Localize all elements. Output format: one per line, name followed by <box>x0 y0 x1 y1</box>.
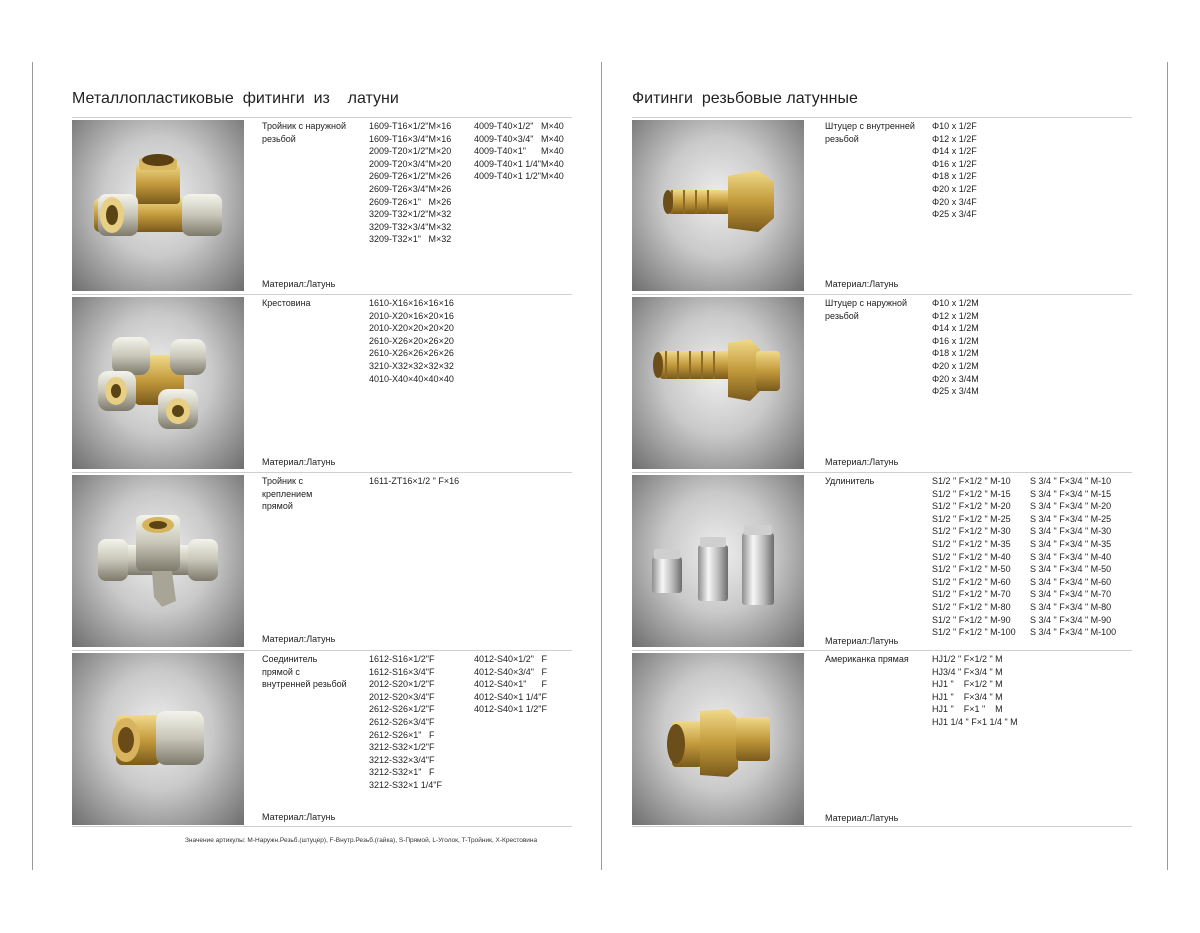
article-code: HJ1/2 " F×1/2 " M <box>932 654 1003 664</box>
article-code: S 3/4 " F×3/4 " M-10 <box>1030 476 1112 486</box>
material-label: Материал:Латунь <box>262 812 336 822</box>
article-code: Φ14 x 1/2F <box>932 146 977 157</box>
product-row-union <box>632 650 1132 827</box>
article-code: HJ1 1/4 " F×1 1/4 " M <box>932 716 1018 727</box>
article-code: 2610-X26×20×26×20 <box>369 335 454 346</box>
article-code: S 3/4 " F×3/4 " M-40 <box>1030 551 1112 562</box>
material-label: Материал:Латунь <box>262 457 336 467</box>
article-code: 3209-T32×3/4"M×32 <box>369 221 452 232</box>
article-list-1 <box>369 653 442 792</box>
product-name: Крестовина <box>262 298 311 308</box>
article-code: HJ1 " F×3/4 " M <box>932 691 1003 702</box>
article-code: S1/2 " F×1/2 " M-35 <box>932 538 1011 549</box>
article-code: 2010-X20×20×20×20 <box>369 323 454 334</box>
article-code: 1610-X16×16×16×16 <box>369 298 454 308</box>
article-code: 4012-S40×1/2" F <box>474 654 547 664</box>
article-code: S 3/4 " F×3/4 " M-50 <box>1030 564 1112 575</box>
product-photo <box>632 653 804 825</box>
article-code: Φ14 x 1/2M <box>932 323 979 334</box>
product-name: Тройник с креплением прямой <box>262 476 313 512</box>
article-code: S1/2 " F×1/2 " M-50 <box>932 564 1011 575</box>
article-code: S 3/4 " F×3/4 " M-15 <box>1030 488 1112 499</box>
product-photo <box>632 297 804 469</box>
article-code: 4012-S40×1 1/4"F <box>474 691 547 702</box>
material-label: Материал:Латунь <box>825 279 899 289</box>
article-code: 2612-S26×3/4"F <box>369 716 435 727</box>
article-code: S 3/4 " F×3/4 " M-80 <box>1030 601 1112 612</box>
article-code: S1/2 " F×1/2 " M-60 <box>932 576 1011 587</box>
article-code: 3212-S32×3/4"F <box>369 754 435 765</box>
article-code: 2609-T26×1/2"M×26 <box>369 171 452 182</box>
material-label: Материал:Латунь <box>262 279 336 289</box>
article-code: S 3/4 " F×3/4 " M-100 <box>1030 627 1117 638</box>
article-code: S1/2 " F×1/2 " M-20 <box>932 501 1011 512</box>
article-code: Φ20 x 3/4M <box>932 373 979 384</box>
article-code: Φ10 x 1/2F <box>932 121 977 131</box>
article-code: 1612-S16×1/2"F <box>369 654 435 664</box>
article-code: S 3/4 " F×3/4 " M-25 <box>1030 513 1112 524</box>
article-code: 2609-T26×3/4"M×26 <box>369 183 452 194</box>
left-bottom-rule <box>72 826 572 827</box>
article-code: 1612-S16×3/4"F <box>369 666 435 677</box>
article-footnote: Значение артикулы: М-Наружн.Резьб.(штуцер), F-Внутр.Резьб.(гайка), S-Прямой, L-Уголок, T-Тройник, X-Крестовина <box>185 837 538 844</box>
product-photo <box>72 653 244 825</box>
article-code: 1609-T16×1/2"M×16 <box>369 121 452 131</box>
product-row-tee-male <box>72 117 572 295</box>
article-code: S1/2 " F×1/2 " M-70 <box>932 589 1011 600</box>
article-code: S1/2 " F×1/2 " M-15 <box>932 488 1011 499</box>
material-label: Материал:Латунь <box>262 634 336 644</box>
article-code: 4009-T40×1 1/2"M×40 <box>474 171 564 182</box>
size-list-1 <box>932 297 979 398</box>
article-code: S1/2 " F×1/2 " M-100 <box>932 627 1016 638</box>
article-code: 3209-T32×1" M×32 <box>369 234 452 245</box>
material-label: Материал:Латунь <box>825 636 899 646</box>
article-list-1 <box>369 475 459 488</box>
size-list-1 <box>932 120 977 221</box>
product-row-connector-female <box>72 650 572 827</box>
article-list-2 <box>474 120 564 183</box>
product-name: Тройник с наружной резьбой <box>262 121 346 144</box>
article-code: S 3/4 " F×3/4 " M-60 <box>1030 576 1112 587</box>
product-name: Американка прямая <box>825 654 909 664</box>
article-code: Φ18 x 1/2F <box>932 171 977 182</box>
article-code: Φ12 x 1/2M <box>932 310 979 321</box>
article-list-1 <box>369 120 451 246</box>
article-code: Φ10 x 1/2M <box>932 298 979 308</box>
article-code: HJ1 " F×1 " M <box>932 704 1003 715</box>
article-code: S 3/4 " F×3/4 " M-30 <box>1030 526 1112 537</box>
article-code: S1/2 " F×1/2 " M-25 <box>932 513 1011 524</box>
article-code: 3209-T32×1/2"M×32 <box>369 209 452 220</box>
size-list-1 <box>932 475 1016 639</box>
article-code: S 3/4 " F×3/4 " M-90 <box>1030 614 1112 625</box>
article-code: Φ25 x 3/4F <box>932 209 977 220</box>
article-code: Φ20 x 1/2F <box>932 183 977 194</box>
article-code: Φ18 x 1/2M <box>932 348 979 359</box>
center-fold-line <box>601 62 602 870</box>
product-name: Штуцер с наружной резьбой <box>825 298 908 321</box>
article-code: 3212-S32×1/2"F <box>369 742 435 753</box>
left-page-title: Металлопластиковые фитинги из латуни <box>72 90 399 107</box>
product-photo <box>72 475 244 647</box>
article-code: 2010-X20×16×20×16 <box>369 310 454 321</box>
product-row-barb-female <box>632 117 1132 295</box>
product-photo <box>632 120 804 291</box>
article-code: 2610-X26×26×26×26 <box>369 348 454 359</box>
product-photo <box>72 120 244 291</box>
material-label: Материал:Латунь <box>825 813 899 823</box>
right-margin-line <box>1167 62 1168 870</box>
article-code: S1/2 " F×1/2 " M-80 <box>932 601 1011 612</box>
article-code: 1609-T16×3/4"M×16 <box>369 133 452 144</box>
product-row-wall-tee <box>72 472 572 651</box>
product-name: Соединитель прямой с внутренней резьбой <box>262 654 347 690</box>
article-list-2 <box>474 653 547 716</box>
product-row-barb-male <box>632 294 1132 473</box>
article-code: 2612-S26×1" F <box>369 729 435 740</box>
material-label: Материал:Латунь <box>825 457 899 467</box>
article-code: 2009-T20×1/2"M×20 <box>369 146 452 157</box>
article-code: 2012-S20×1/2"F <box>369 679 435 690</box>
article-code: S1/2 " F×1/2 " M-30 <box>932 526 1011 537</box>
article-code: S 3/4 " F×3/4 " M-35 <box>1030 538 1112 549</box>
right-page-title: Фитинги резьбовые латунные <box>632 90 858 107</box>
article-code: Φ16 x 1/2M <box>932 335 979 346</box>
article-code: 4010-X40×40×40×40 <box>369 373 454 384</box>
product-name: Штуцер с внутренней резьбой <box>825 121 915 144</box>
size-list-1 <box>932 653 1018 729</box>
article-code: Φ12 x 1/2F <box>932 133 977 144</box>
article-list-1 <box>369 297 454 385</box>
left-margin-line <box>32 62 33 870</box>
article-code: S1/2 " F×1/2 " M-40 <box>932 551 1011 562</box>
product-photo <box>72 297 244 469</box>
article-code: S1/2 " F×1/2 " M-10 <box>932 476 1011 486</box>
article-code: HJ1 " F×1/2 " M <box>932 679 1003 690</box>
article-code: 3212-S32×1" F <box>369 767 435 778</box>
article-code: 4009-T40×1/2" M×40 <box>474 121 564 131</box>
article-code: S 3/4 " F×3/4 " M-20 <box>1030 501 1112 512</box>
article-code: HJ3/4 " F×3/4 " M <box>932 666 1003 677</box>
article-code: 4009-T40×1 1/4"M×40 <box>474 158 564 169</box>
article-code: 4012-S40×1 1/2"F <box>474 704 547 715</box>
article-code: S 3/4 " F×3/4 " M-70 <box>1030 589 1112 600</box>
product-row-cross <box>72 294 572 473</box>
article-code: 2012-S20×3/4"F <box>369 691 435 702</box>
product-name: Удлинитель <box>825 476 875 486</box>
article-code: 1611-ZT16×1/2 " F×16 <box>369 476 460 486</box>
article-code: 2609-T26×1" M×26 <box>369 196 452 207</box>
article-code: 4012-S40×3/4" F <box>474 666 547 677</box>
article-code: 4012-S40×1" F <box>474 679 547 690</box>
right-bottom-rule <box>632 826 1132 827</box>
article-code: Φ20 x 3/4F <box>932 196 977 207</box>
product-row-extension <box>632 472 1132 651</box>
article-code: 4009-T40×1" M×40 <box>474 146 564 157</box>
article-code: 2612-S26×1/2"F <box>369 704 435 715</box>
article-code: Φ16 x 1/2F <box>932 158 977 169</box>
article-code: 2009-T20×3/4"M×20 <box>369 158 452 169</box>
size-list-2 <box>1030 475 1116 639</box>
product-photo <box>632 475 804 647</box>
article-code: Φ20 x 1/2M <box>932 360 979 371</box>
article-code: 3212-S32×1 1/4"F <box>369 779 442 790</box>
article-code: S1/2 " F×1/2 " M-90 <box>932 614 1011 625</box>
article-code: 4009-T40×3/4" M×40 <box>474 133 564 144</box>
article-code: Φ25 x 3/4M <box>932 386 979 397</box>
article-code: 3210-X32×32×32×32 <box>369 360 454 371</box>
